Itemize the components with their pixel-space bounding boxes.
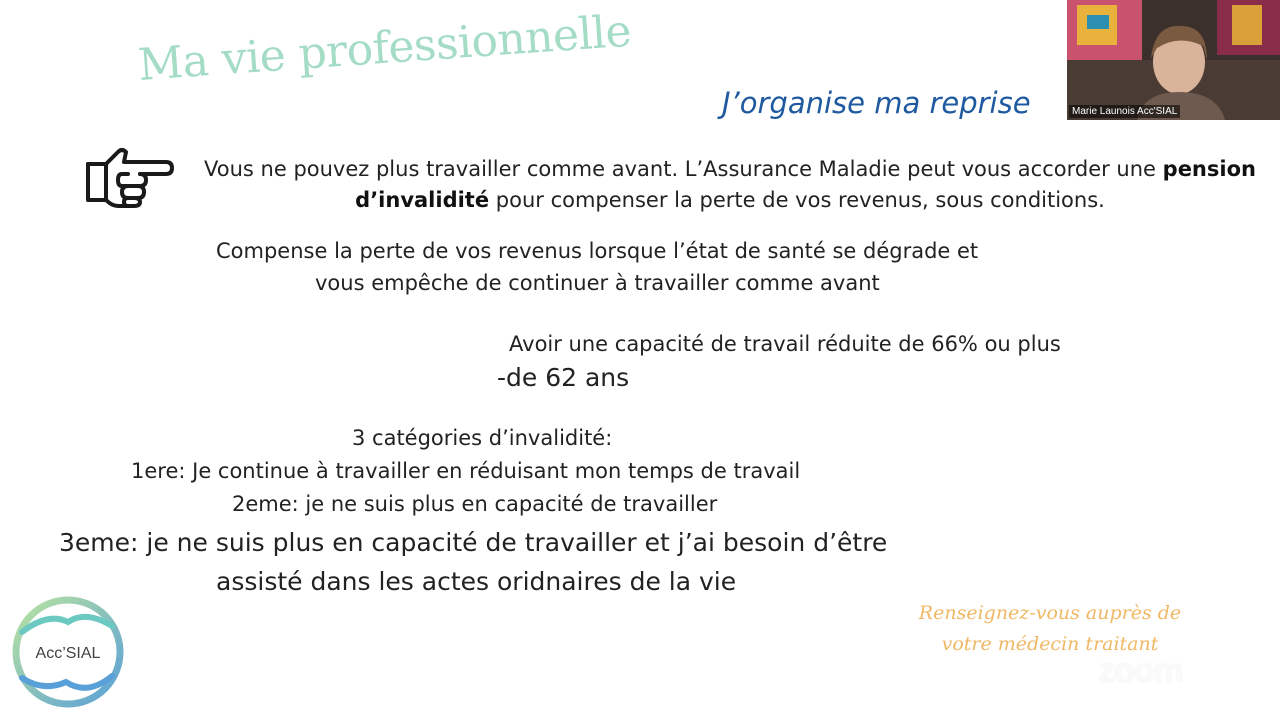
participant-video-frame xyxy=(1067,0,1280,120)
category-2: 2eme: je ne suis plus en capacité de travailler xyxy=(232,492,718,516)
participant-name-label: Marie Launois Acc'SIAL xyxy=(1069,105,1180,118)
category-3-line-2: assisté dans les actes oridnaires de la vie xyxy=(216,567,737,596)
intro-text-2: pour compenser la perte de vos revenus, sous conditions. xyxy=(489,188,1105,212)
doctor-note xyxy=(905,598,1195,660)
categories-title: 3 catégories d’invalidité: xyxy=(352,426,613,450)
compense-line-2: vous empêche de continuer à travailler comme avant xyxy=(315,271,880,295)
slide-title: Ma vie professionnelle xyxy=(136,5,633,91)
doctor-note-line-1: Renseignez-vous auprès de xyxy=(918,602,1182,624)
category-3-line-1: 3eme: je ne suis plus en capacité de travailler et j’ai besoin d’être xyxy=(59,528,888,557)
intro-bold-pension: pension d’invalidité xyxy=(355,157,1256,212)
category-1: 1ere: Je continue à travailler en réduisant mon temps de travail xyxy=(131,459,801,483)
slide-subtitle: J’organise ma reprise xyxy=(722,86,1031,120)
zoom-watermark: zoom xyxy=(1098,652,1183,690)
accsial-logo xyxy=(8,592,128,712)
condition-capacity: Avoir une capacité de travail réduite de 66% ou plus xyxy=(509,332,1061,356)
pointing-hand-icon xyxy=(84,142,174,212)
logo-text: Acc’SIAL xyxy=(35,645,101,662)
intro-paragraph xyxy=(190,154,1270,216)
participant-video-tile[interactable] xyxy=(1067,0,1280,120)
intro-text-1: Vous ne pouvez plus travailler comme avant. L’Assurance Maladie peut vous accorder une xyxy=(204,157,1163,181)
compense-line-1: Compense la perte de vos revenus lorsque l’état de santé se dégrade et xyxy=(216,239,979,263)
condition-age: -de 62 ans xyxy=(497,363,630,392)
doctor-note-line-2: votre médecin traitant xyxy=(941,633,1159,655)
